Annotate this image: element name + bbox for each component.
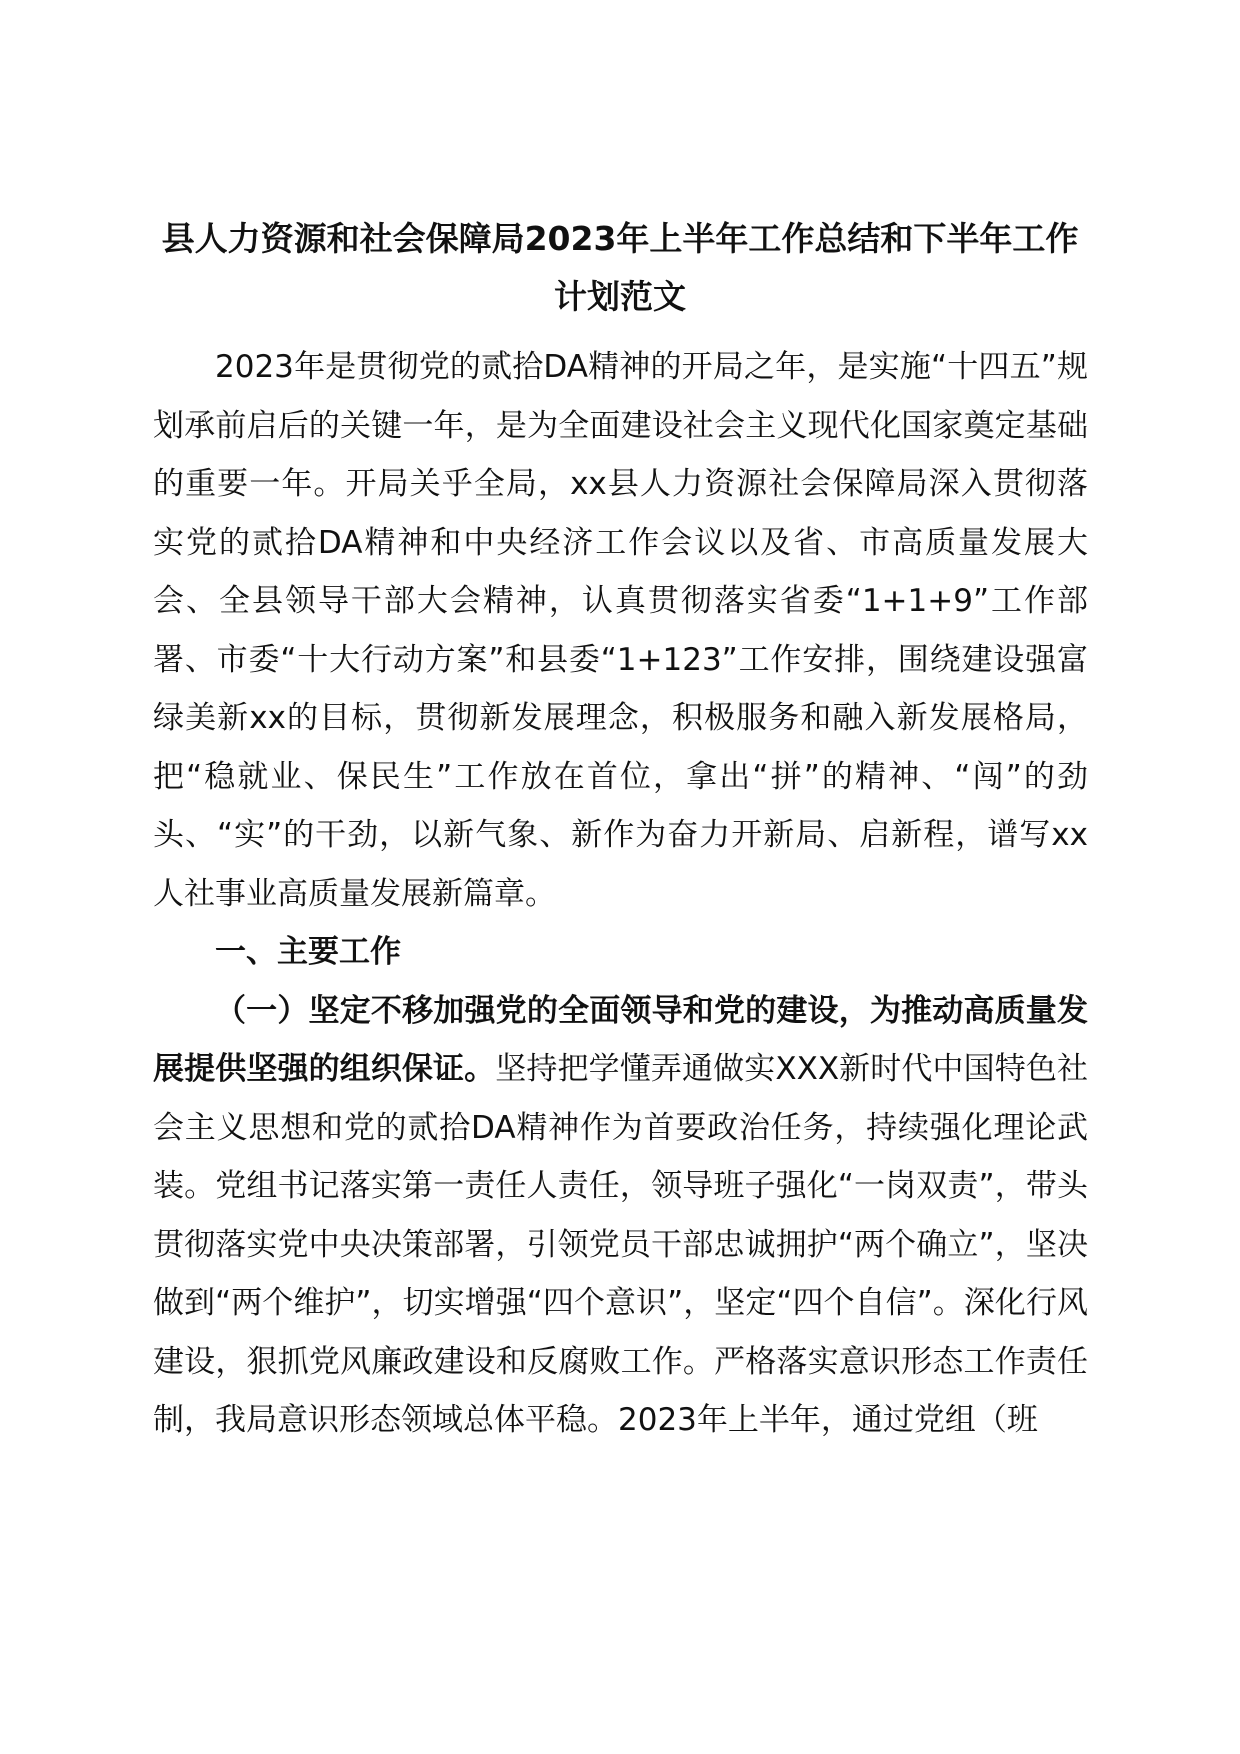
- document-body: [153, 338, 1088, 1450]
- document-title: 县人力资源和社会保障局2023年上半年工作总结和下半年工作计划范文: [161, 219, 1079, 316]
- intro-paragraph: 2023年是贯彻党的贰拾DA精神的开局之年，是实施“十四五”规划承前启后的关键一年，是为全面建设社会主义现代化国家奠定基础的重要一年。开局关乎全局，xx县人力资源社会保障局深入贯彻落实党的贰拾DA精神和中央经济工作会议以及省、市高质量发展大会、全县领导干部大会精神，认真贯彻落实省委“1+1+9”工作部署、市委“十大行动方案”和县委“1+123”工作安排，围绕建设强富绿美新xx的目标，贯彻新发展理念，积极服务和融入新发展格局，把“稳就业、保民生”工作放在首位，拿出“拼”的精神、“闯”的劲头、“实”的干劲，以新气象、新作为奋力开新局、启新程，谱写xx人社事业高质量发展新篇章。: [153, 349, 1088, 912]
- subsection-text-1: 坚持把学懂弄通做实XXX新时代中国特色社会主义思想和党的贰拾DA精神作为首要政治任务，持续强化理论武装。党组书记落实第一责任人责任，领导班子强化“一岗双责”，带头贯彻落实党中央决策部署，引领党员干部忠诚拥护“两个确立”，坚决做到“两个维护”，切实增强“四个意识”，坚定“四个自信”。深化行风建设，狠抓党风廉政建设和反腐败工作。严格落实意识形态工作责任制，我局意识形态领域总体平稳。2023年上半年，通过党组（班: [153, 1051, 1088, 1438]
- subsection-heading-1: （一）坚定不移加强党的全面领导和党的建设，为推动高质量发展提供坚强的组织保证。: [153, 992, 1088, 1087]
- subsection-paragraph-1: [153, 982, 1088, 1450]
- section-heading-main-work: 一、主要工作: [215, 934, 401, 970]
